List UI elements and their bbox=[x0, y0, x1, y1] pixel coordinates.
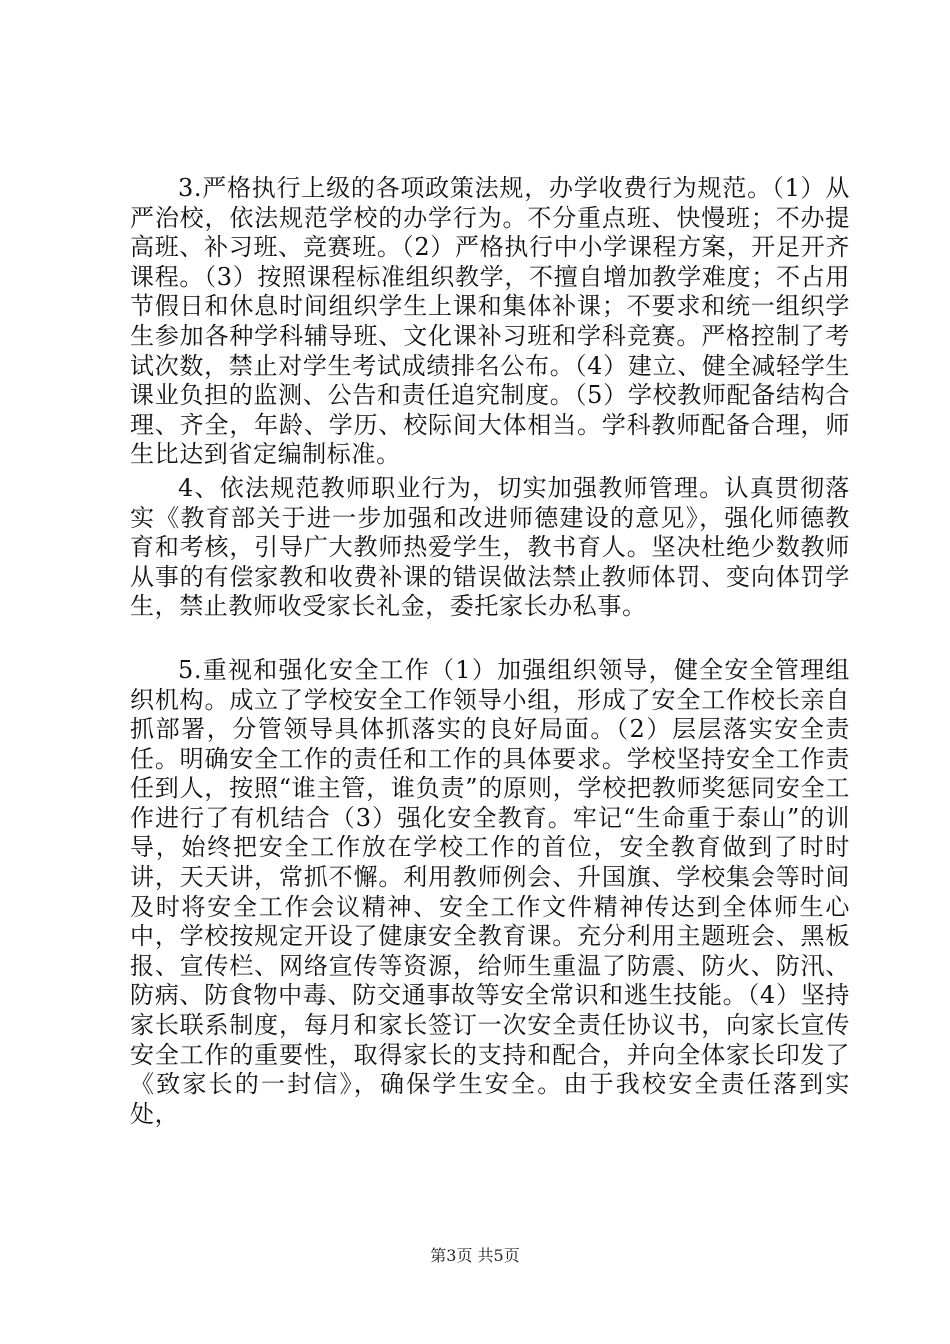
paragraph-policy-compliance: 3.严格执行上级的各项政策法规，办学收费行为规范。（1）从严治校，依法规范学校的办学行为。不分重点班、快慢班；不办提高班、补习班、竞赛班。（2）严格执行中小学课程方案，开足开齐课程。（3）按照课程标准组织教学，不擅自增加教学难度；不占用节假日和休息时间组织学生上课和集体补课；不要求和统一组织学生参加各种学科辅导班、文化课补习班和学科竞赛。严格控制了考试次数，禁止对学生考试成绩排名公布。（4）建立、健全减轻学生课业负担的监测、公告和责任追究制度。（5）学校教师配备结构合理、齐全，年龄、学历、校际间大体相当。学科教师配备合理，师生比达到省定编制标准。 bbox=[130, 174, 850, 469]
document-body bbox=[130, 174, 850, 1129]
paragraph-safety-work: 5.重视和强化安全工作（1）加强组织领导，健全安全管理组织机构。成立了学校安全工作领导小组，形成了安全工作校长亲自抓部署，分管领导具体抓落实的良好局面。（2）层层落实安全责任。明确安全工作的责任和工作的具体要求。学校坚持安全工作责任到人，按照“谁主管，谁负责”的原则，学校把教师奖惩同安全工作进行了有机结合（3）强化安全教育。牢记“生命重于泰山”的训导，始终把安全工作放在学校工作的首位，安全教育做到了时时讲，天天讲，常抓不懈。利用教师例会、升国旗、学校集会等时间及时将安全工作会议精神、安全工作文件精神传达到全体师生心中，学校按规定开设了健康安全教育课。充分利用主题班会、黑板报、宣传栏、网络宣传等资源，给师生重温了防震、防火、防汛、防病、防食物中毒、防交通事故等安全常识和逃生技能。（4）坚持家长联系制度，每月和家长签订一次安全责任协议书，向家长宣传安全工作的重要性，取得家长的支持和配合，并向全体家长印发了《致家长的一封信》，确保学生安全。由于我校安全责任落到实处， bbox=[130, 655, 850, 1128]
page-number-footer: 第3页 共5页 bbox=[430, 1246, 520, 1265]
paragraph-teacher-conduct: 4、依法规范教师职业行为，切实加强教师管理。认真贯彻落实《教育部关于进一步加强和改进师德建设的意见》，强化师德教育和考核，引导广大教师热爱学生，教书育人。坚决杜绝少数教师从事的有偿家教和收费补课的错误做法禁止教师体罚、变向体罚学生，禁止教师收受家长礼金，委托家长办私事。 bbox=[130, 473, 850, 621]
paragraph-spacer bbox=[130, 622, 850, 656]
